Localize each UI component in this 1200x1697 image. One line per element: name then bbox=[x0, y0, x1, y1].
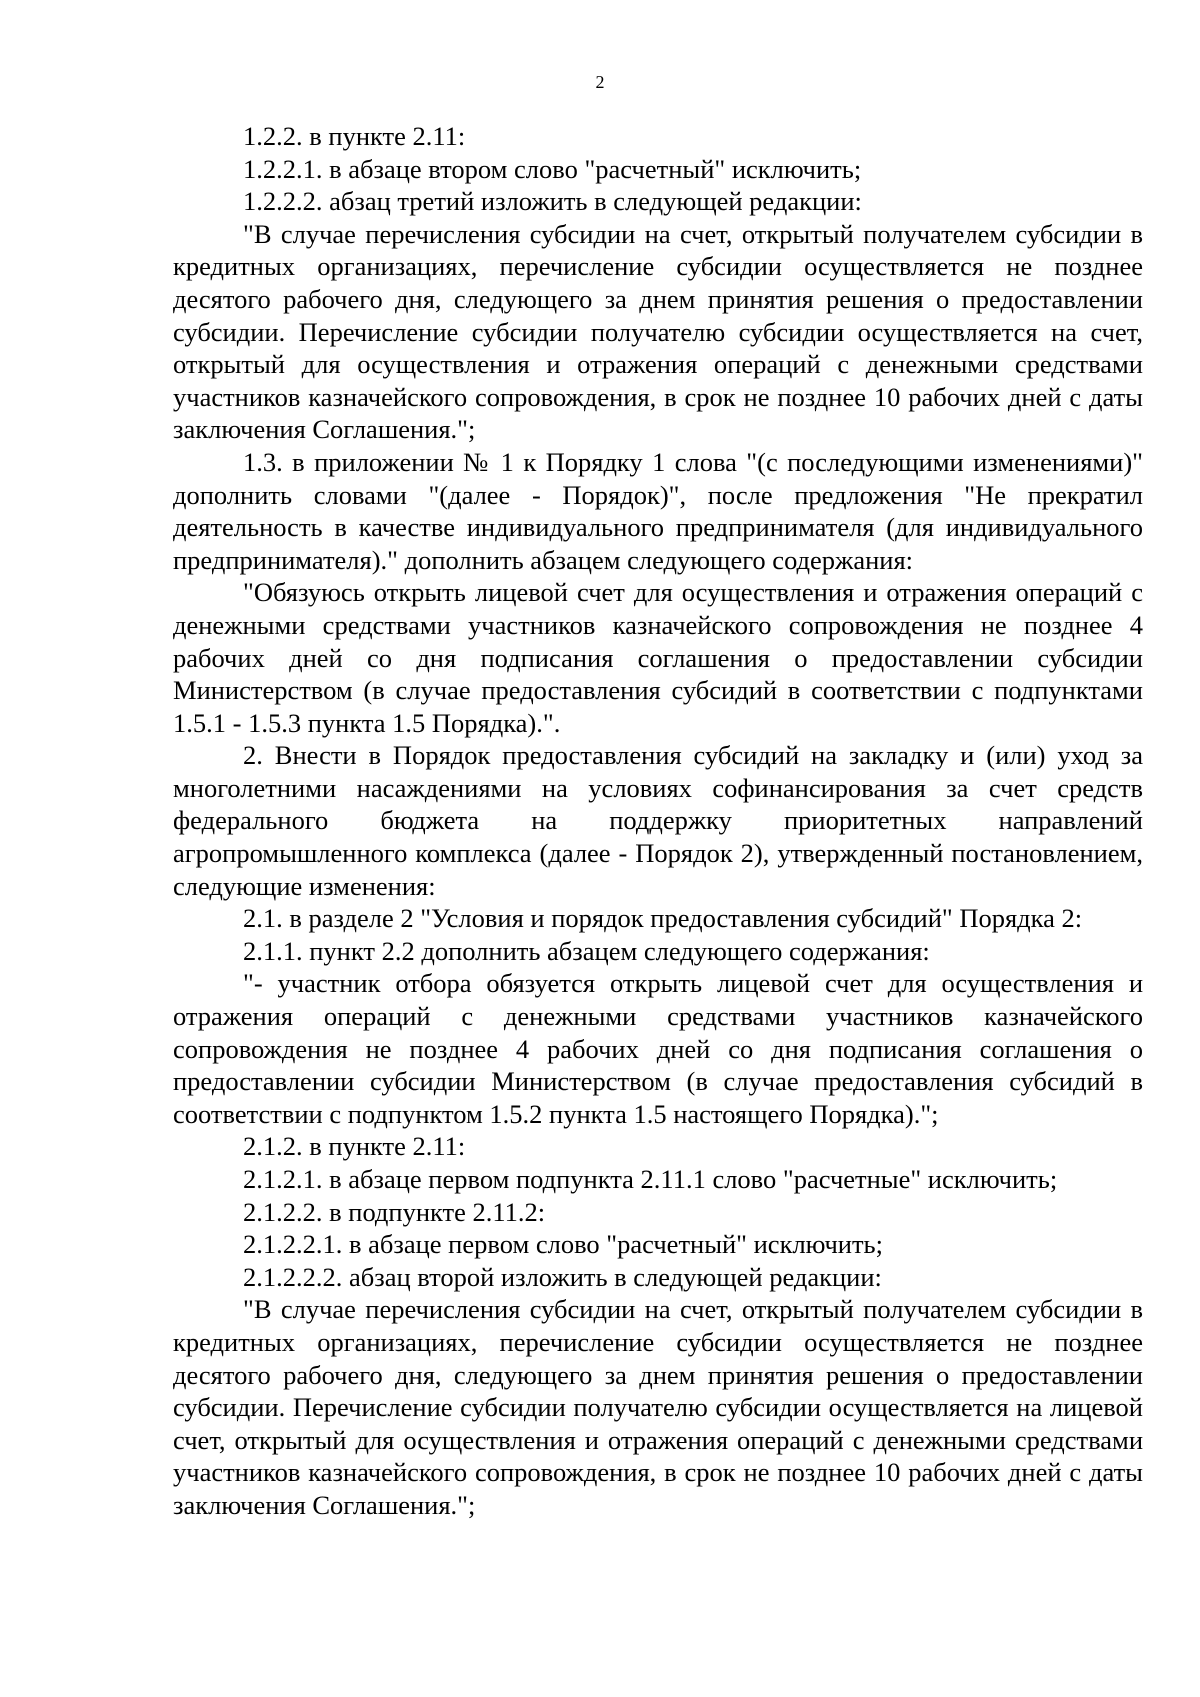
page-number: 2 bbox=[595, 72, 605, 92]
document-body bbox=[173, 120, 1143, 1522]
paragraph-1-2-2-1: 1.2.2.1. в абзаце втором слово "расчетный" исключить; bbox=[243, 153, 862, 184]
paragraph-quote-4: "В случае перечисления субсидии на счет, открытый получателем субсидии в кредитных организациях, перечисление субсидии осуществляется не позднее десятого рабочего дня, следующего за днем принятия решения о предоставлении субсидии. Перечисление субсидии получателю субсидии осуществляется на лицевой счет, открытый для осуществления и отражения операций с денежными средствами участников казначейского сопровождения, в срок не позднее 10 рабочих дней с даты заключения Соглашения."; bbox=[173, 1294, 1143, 1520]
paragraph-1-2-2-2: 1.2.2.2. абзац третий изложить в следующей редакции: bbox=[243, 186, 862, 217]
paragraph-2: 2. Внести в Порядок предоставления субсидий на закладку и (или) уход за многолетними насаждениями на условиях софинансирования за счет средств федерального бюджета на поддержку приоритетных направлений агропромышленного комплекса (далее - Порядок 2), утвержденный постановлением, следующие изменения: bbox=[173, 740, 1143, 901]
paragraph-quote-2: "Обязуюсь открыть лицевой счет для осуществления и отражения операций с денежными средствами участников казначейского сопровождения не позднее 4 рабочих дней со дня подписания соглашения о предоставлении субсидии Министерством (в случае предоставления субсидий в соответствии с подпунктами 1.5.1 - 1.5.3 пункта 1.5 Порядка).". bbox=[173, 577, 1143, 738]
paragraph-2-1-2-2-1: 2.1.2.2.1. в абзаце первом слово "расчетный" исключить; bbox=[243, 1229, 883, 1260]
paragraph-2-1: 2.1. в разделе 2 "Условия и порядок предоставления субсидий" Порядка 2: bbox=[243, 903, 1083, 934]
paragraph-1-2-2: 1.2.2. в пункте 2.11: bbox=[243, 121, 466, 151]
paragraph-1-3: 1.3. в приложении № 1 к Порядку 1 слова "(с последующими изменениями)" дополнить словами "(далее - Порядок)", после предложения "Не прекратил деятельность в качестве индивидуального предпринимателя (для индивидуального предпринимателя)." дополнить абзацем следующего содержания: bbox=[173, 446, 1143, 575]
paragraph-quote-3: "- участник отбора обязуется открыть лицевой счет для осуществления и отражения операций с денежными средствами участников казначейского сопровождения не позднее 4 рабочих дней со дня подписания соглашения о предоставлении субсидии Министерством (в случае предоставления субсидий в соответствии с подпунктом 1.5.2 пункта 1.5 настоящего Порядка)."; bbox=[173, 968, 1143, 1129]
paragraph-2-1-2-1: 2.1.2.1. в абзаце первом подпункта 2.11.1 слово "расчетные" исключить; bbox=[243, 1164, 1058, 1194]
paragraph-quote-1: "В случае перечисления субсидии на счет, открытый получателем субсидии в кредитных организациях, перечисление субсидии осуществляется не позднее десятого рабочего дня, следующего за днем принятия решения о предоставлении субсидии. Перечисление субсидии получателю субсидии осуществляется на счет, открытый для осуществления и отражения операций с денежными средствами участников казначейского сопровождения, в срок не позднее 10 рабочих дней с даты заключения Соглашения."; bbox=[173, 218, 1143, 445]
paragraph-2-1-2-2: 2.1.2.2. в подпункте 2.11.2: bbox=[243, 1196, 546, 1227]
paragraph-2-1-1: 2.1.1. пункт 2.2 дополнить абзацем следующего содержания: bbox=[243, 935, 930, 966]
paragraph-2-1-2-2-2: 2.1.2.2.2. абзац второй изложить в следующей редакции: bbox=[243, 1261, 882, 1292]
paragraph-2-1-2: 2.1.2. в пункте 2.11: bbox=[243, 1131, 466, 1162]
